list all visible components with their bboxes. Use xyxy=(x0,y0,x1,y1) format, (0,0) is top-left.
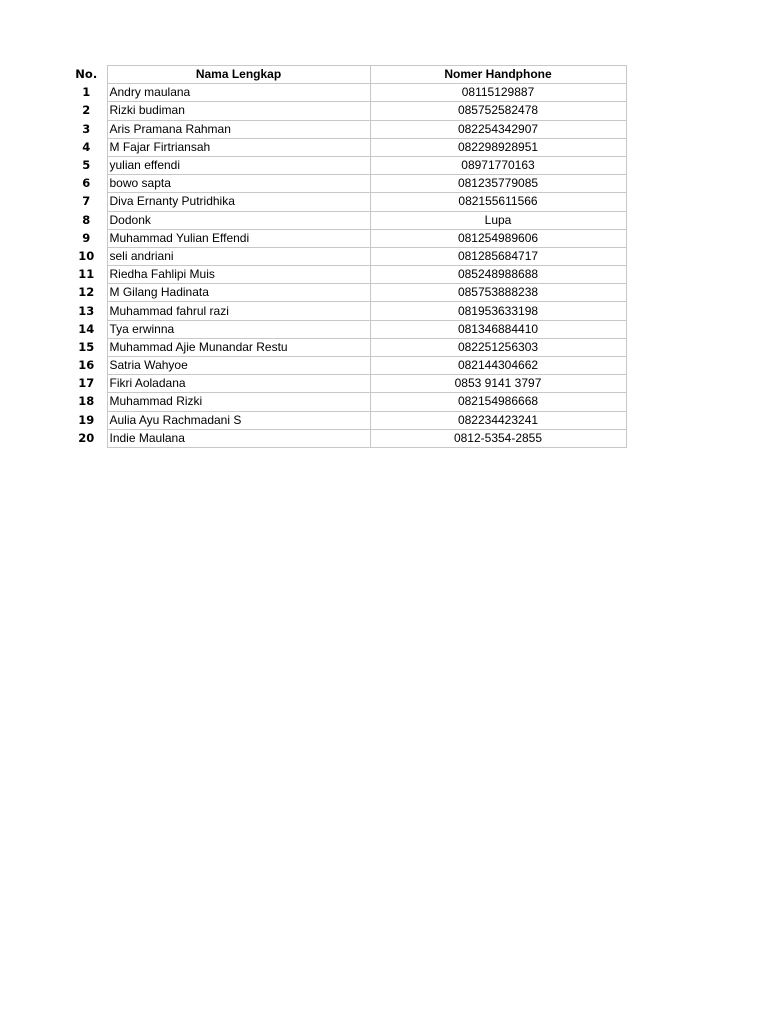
full-name-cell: bowo sapta xyxy=(107,175,370,193)
row-number: 4 xyxy=(82,139,91,154)
table-row xyxy=(66,175,626,193)
row-number: 12 xyxy=(78,285,95,300)
row-number: 13 xyxy=(78,303,95,318)
full-name-cell: Diva Ernanty Putridhika xyxy=(107,193,370,211)
full-name-cell: Riedha Fahlipi Muis xyxy=(107,266,370,284)
phone-number-cell: 085753888238 xyxy=(370,284,626,302)
phone-number-cell: 0853 9141 3797 xyxy=(370,375,626,393)
row-number: 9 xyxy=(82,230,91,245)
row-number: 16 xyxy=(78,358,95,373)
table-row xyxy=(66,357,626,375)
phone-number-cell: 081235779085 xyxy=(370,175,626,193)
table-row xyxy=(66,429,626,447)
table-row xyxy=(66,120,626,138)
phone-number-cell: 082155611566 xyxy=(370,193,626,211)
table-row xyxy=(66,302,626,320)
table-row xyxy=(66,211,626,229)
phone-number-cell: 085752582478 xyxy=(370,102,626,120)
row-number: 3 xyxy=(82,121,91,136)
full-name-cell: Aulia Ayu Rachmadani S xyxy=(107,411,370,429)
row-number: 20 xyxy=(78,430,95,445)
header-row xyxy=(66,66,626,84)
full-name-cell: Dodonk xyxy=(107,211,370,229)
contact-sheet xyxy=(66,65,627,448)
row-number: 11 xyxy=(78,267,95,282)
row-number: 8 xyxy=(82,212,91,227)
full-name-cell: Satria Wahyoe xyxy=(107,357,370,375)
full-name-cell: Tya erwinna xyxy=(107,320,370,338)
contact-table xyxy=(66,65,627,448)
phone-number-cell: 081285684717 xyxy=(370,247,626,265)
table-row xyxy=(66,375,626,393)
table-row xyxy=(66,284,626,302)
phone-number-cell: 082154986668 xyxy=(370,393,626,411)
phone-number-cell: 082234423241 xyxy=(370,411,626,429)
table-row xyxy=(66,229,626,247)
table-row xyxy=(66,247,626,265)
header-no: No. xyxy=(75,67,98,82)
phone-number-cell: 085248988688 xyxy=(370,266,626,284)
phone-number-cell: 081953633198 xyxy=(370,302,626,320)
phone-number-cell: 08971770163 xyxy=(370,156,626,174)
full-name-cell: Fikri Aoladana xyxy=(107,375,370,393)
row-number: 14 xyxy=(78,321,95,336)
table-row xyxy=(66,102,626,120)
phone-number-cell: 082254342907 xyxy=(370,120,626,138)
full-name-cell: yulian effendi xyxy=(107,156,370,174)
table-row xyxy=(66,320,626,338)
phone-number-cell: 081346884410 xyxy=(370,320,626,338)
row-number: 2 xyxy=(82,103,91,118)
row-number: 7 xyxy=(82,194,91,209)
phone-number-cell: 082144304662 xyxy=(370,357,626,375)
full-name-cell: M Fajar Firtriansah xyxy=(107,138,370,156)
table-row xyxy=(66,338,626,356)
table-body xyxy=(66,84,626,448)
header-name: Nama Lengkap xyxy=(107,66,370,84)
full-name-cell: M Gilang Hadinata xyxy=(107,284,370,302)
full-name-cell: seli andriani xyxy=(107,247,370,265)
phone-number-cell: Lupa xyxy=(370,211,626,229)
row-number: 19 xyxy=(78,412,95,427)
row-number: 1 xyxy=(82,85,91,100)
phone-number-cell: 082298928951 xyxy=(370,138,626,156)
full-name-cell: Muhammad Rizki xyxy=(107,393,370,411)
phone-number-cell: 082251256303 xyxy=(370,338,626,356)
table-row xyxy=(66,138,626,156)
phone-number-cell: 0812-5354-2855 xyxy=(370,429,626,447)
table-row xyxy=(66,393,626,411)
full-name-cell: Rizki budiman xyxy=(107,102,370,120)
phone-number-cell: 081254989606 xyxy=(370,229,626,247)
phone-number-cell: 08115129887 xyxy=(370,84,626,102)
full-name-cell: Andry maulana xyxy=(107,84,370,102)
full-name-cell: Aris Pramana Rahman xyxy=(107,120,370,138)
table-row xyxy=(66,84,626,102)
row-number: 5 xyxy=(82,158,91,173)
row-number: 6 xyxy=(82,176,91,191)
table-header xyxy=(66,66,626,84)
full-name-cell: Muhammad Ajie Munandar Restu xyxy=(107,338,370,356)
row-number: 17 xyxy=(78,376,95,391)
row-number: 15 xyxy=(78,339,95,354)
table-row xyxy=(66,193,626,211)
table-row xyxy=(66,156,626,174)
row-number: 18 xyxy=(78,394,95,409)
table-row xyxy=(66,411,626,429)
table-row xyxy=(66,266,626,284)
header-phone: Nomer Handphone xyxy=(370,66,626,84)
full-name-cell: Muhammad fahrul razi xyxy=(107,302,370,320)
row-number: 10 xyxy=(78,248,95,263)
full-name-cell: Indie Maulana xyxy=(107,429,370,447)
full-name-cell: Muhammad Yulian Effendi xyxy=(107,229,370,247)
